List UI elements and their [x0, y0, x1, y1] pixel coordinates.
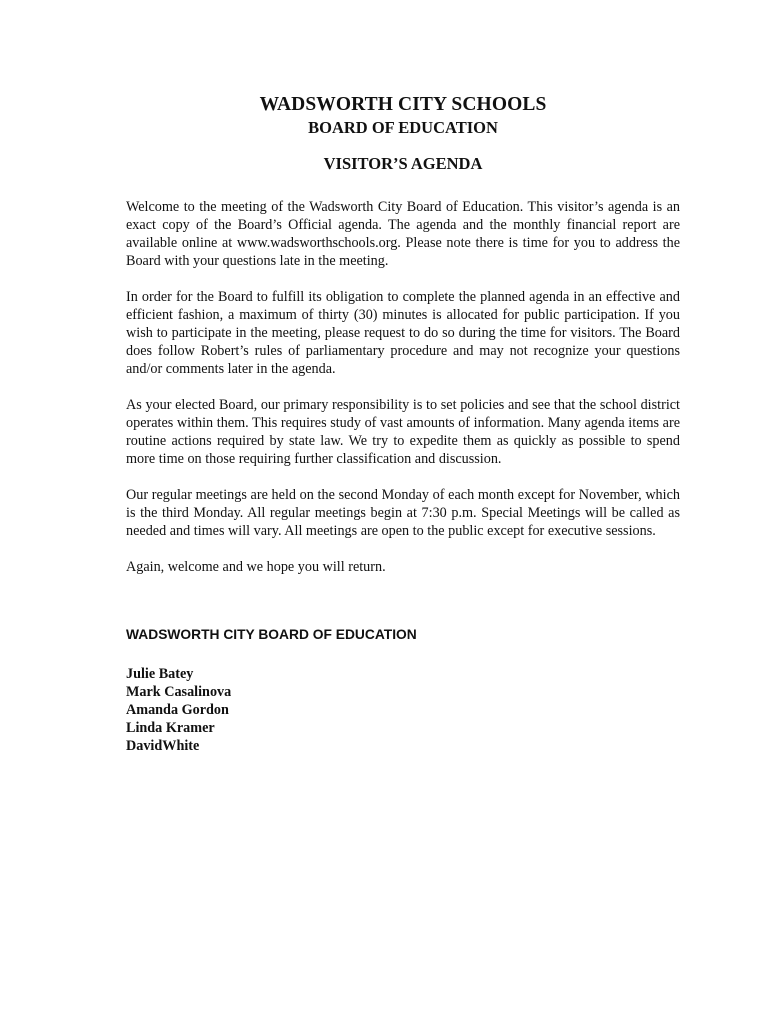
participation-paragraph: In order for the Board to fulfill its obligation to complete the planned agenda in an effective and efficient fashion, a maximum of thirty (30) minutes is allocated for public participation. If you wish to participate in the meeting, please request to do so during the time for visitors. The Board does follow Robert’s rules of parliamentary procedure and may not recognize your questions and/or comments later in the agenda.: [126, 289, 680, 377]
board-member: Linda Kramer: [126, 720, 215, 736]
meetings-paragraph: Our regular meetings are held on the second Monday of each month except for November, which is the third Monday. All regular meetings begin at 7:30 p.m. Special Meetings will be called as needed and times will vary. All meetings are open to the public except for executive sessions.: [126, 487, 680, 539]
closing-paragraph: Again, welcome and we hope you will return.: [126, 559, 386, 575]
board-member: Amanda Gordon: [126, 702, 229, 718]
agenda-title: VISITOR’S AGENDA: [323, 154, 483, 173]
board-member-list: [126, 665, 231, 755]
board-member: Julie Batey: [126, 666, 194, 682]
board-subtitle: BOARD OF EDUCATION: [308, 118, 498, 137]
welcome-paragraph: Welcome to the meeting of the Wadsworth City Board of Education. This visitor’s agenda is an exact copy of the Board’s Official agenda. The agenda and the monthly financial report are available online at www.wadsworthschools.org. Please note there is time for you to address the Board with your questions late in the meeting.: [126, 199, 680, 269]
agenda-body: [126, 198, 680, 594]
school-title: WADSWORTH CITY SCHOOLS: [259, 94, 547, 115]
board-heading: WADSWORTH CITY BOARD OF EDUCATION: [126, 627, 417, 642]
board-member: Mark Casalinova: [126, 684, 232, 700]
board-member: DavidWhite: [126, 738, 200, 754]
responsibility-paragraph: As your elected Board, our primary responsibility is to set policies and see that the school district operates within them. This requires study of vast amounts of information. Many agenda items are routine actions required by state law. We try to expedite them as quickly as possible to spend more time on those requiring further classification and discussion.: [126, 397, 680, 467]
